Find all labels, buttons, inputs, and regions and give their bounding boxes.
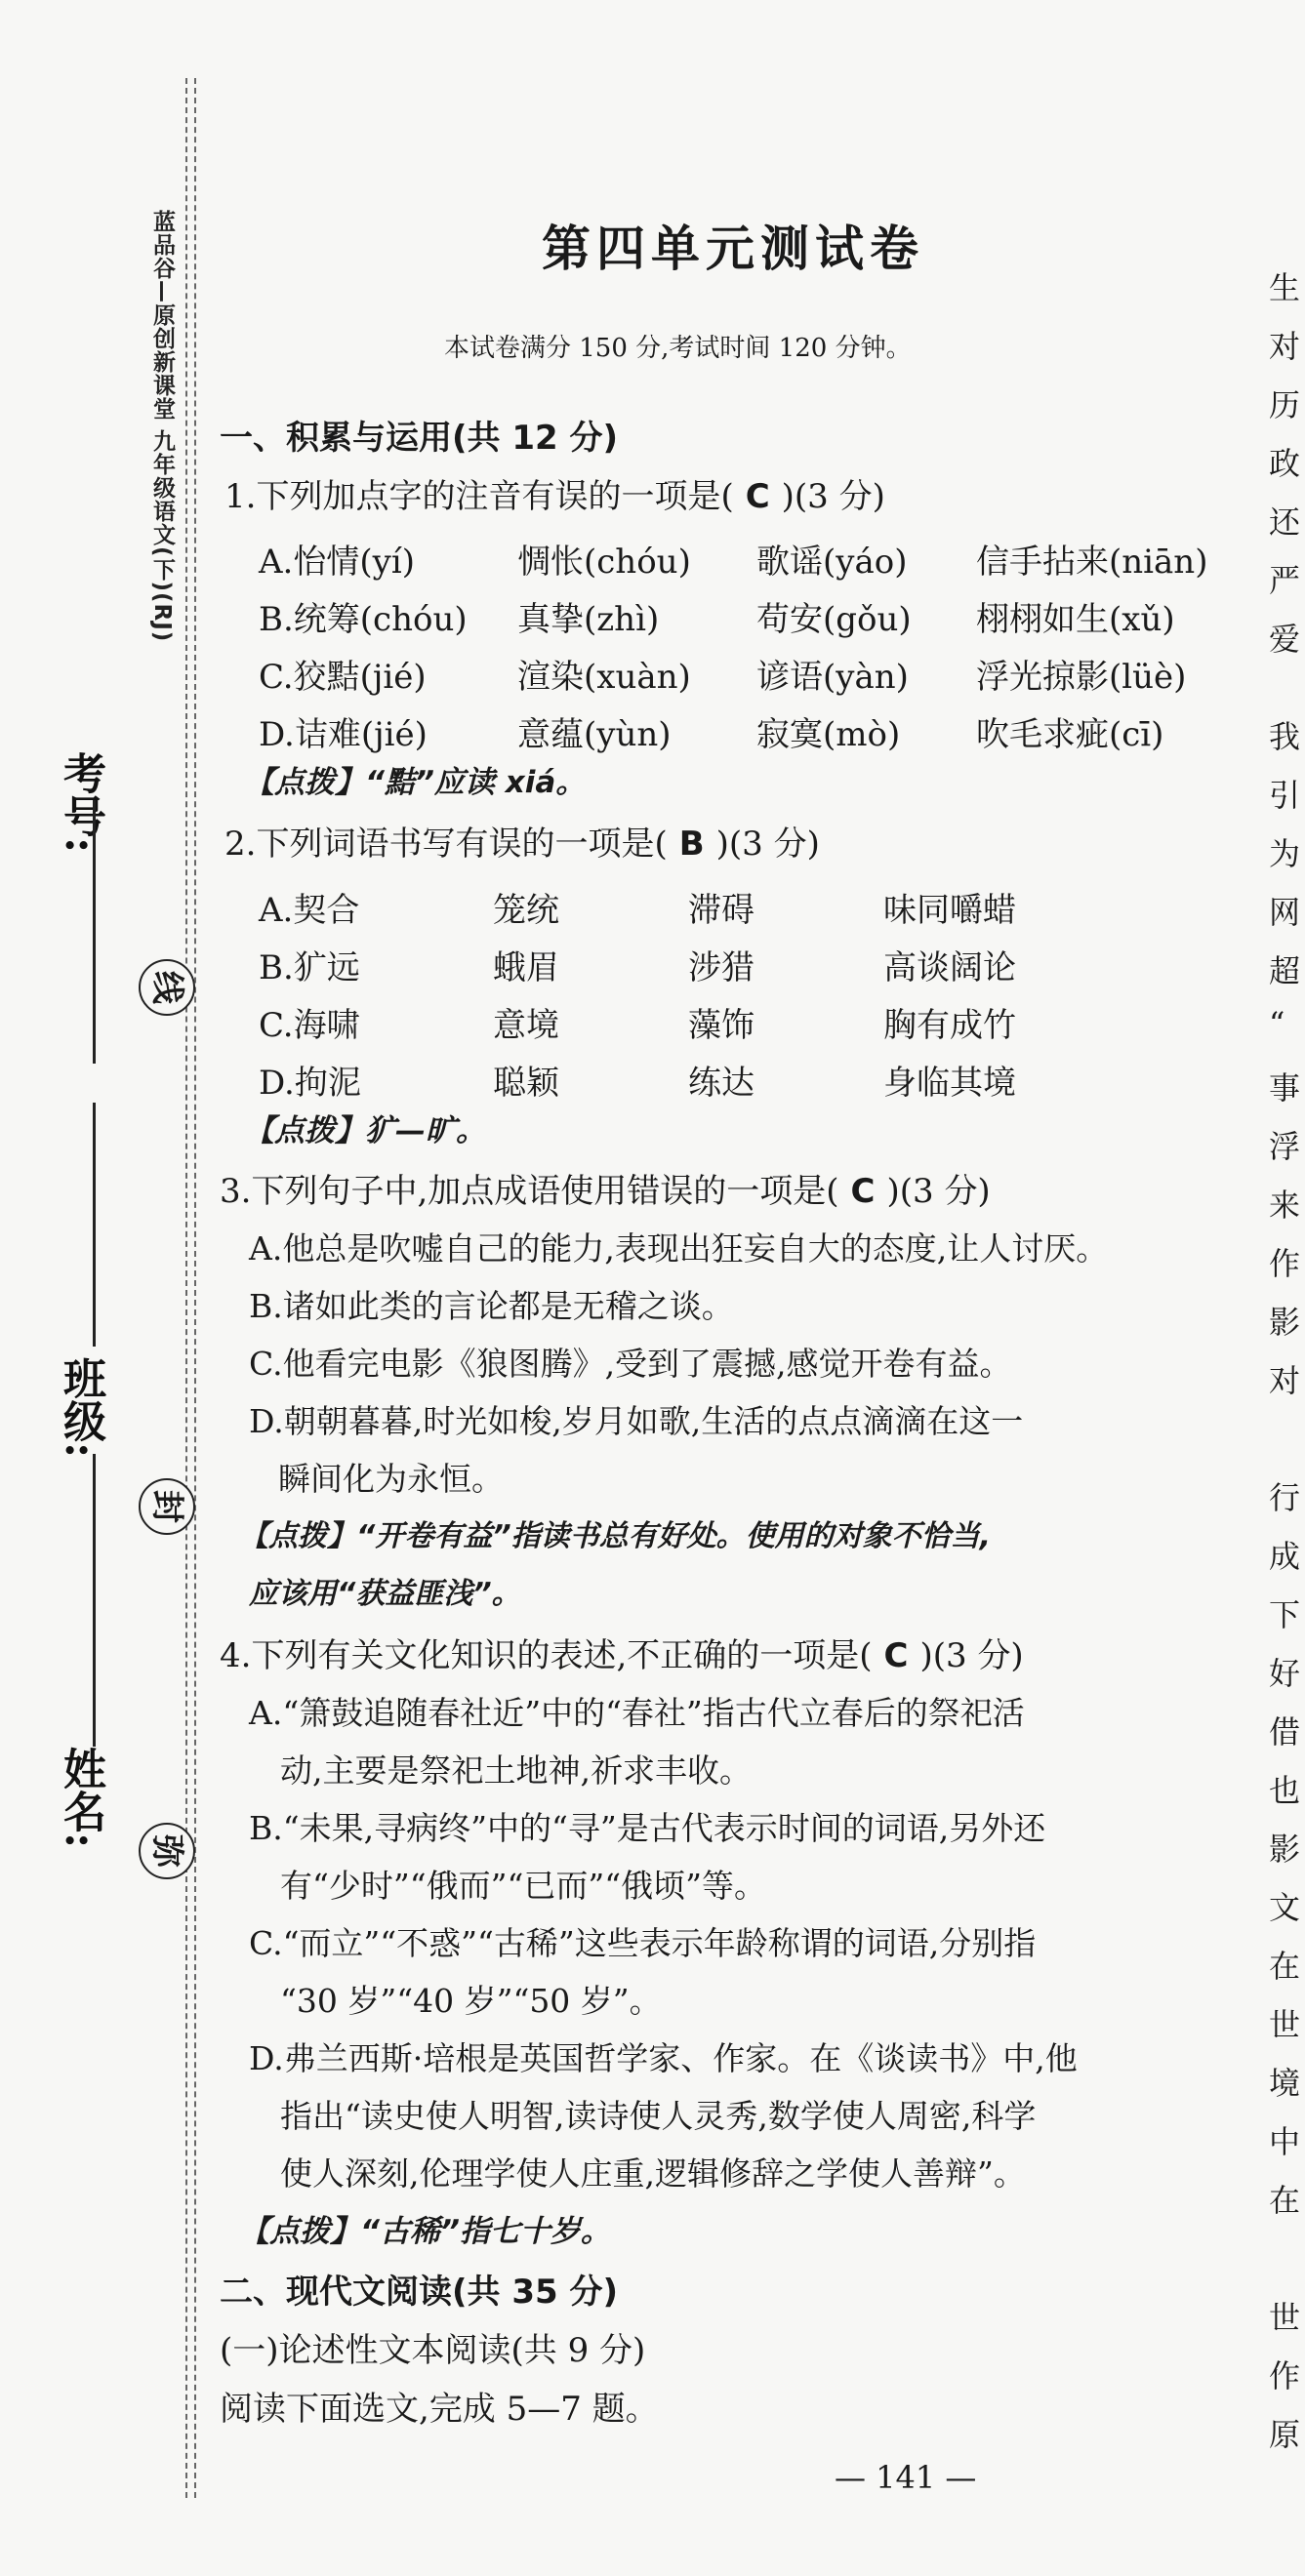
answer: C [883, 1636, 909, 1675]
edge-char: 文 [1269, 1889, 1301, 1926]
cut-line [185, 78, 187, 2498]
edge-char: 借 [1269, 1713, 1301, 1751]
class-line [93, 1103, 96, 1347]
option: 渲染(xuàn) [517, 658, 691, 697]
edge-char: 影 [1269, 1304, 1301, 1341]
option: 聪颖 [493, 1064, 559, 1103]
edge-char: 对 [1269, 1362, 1301, 1399]
edge-char: 下 [1269, 1596, 1301, 1633]
edge-char: 浮 [1269, 1128, 1301, 1165]
section-1-heading: 一、积累与运用(共 12 分) [220, 419, 619, 458]
option: 寂寞(mò) [756, 715, 901, 754]
question-2-stem: 2.下列词语书写有误的一项是( B )(3 分) [224, 825, 820, 864]
edge-char: 超 [1269, 952, 1301, 989]
edge-char: 网 [1269, 894, 1301, 931]
page-number: — 141 — [835, 2459, 977, 2496]
edge-char: 来 [1269, 1187, 1301, 1224]
option-continued: 指出“读史使人明智,读诗使人灵秀,数学使人周密,科学 [280, 2097, 1037, 2135]
option: 练达 [688, 1064, 754, 1103]
option: 胸有成竹 [883, 1006, 1016, 1045]
option-continued: 瞬间化为永恒。 [278, 1460, 504, 1498]
seal-mark-xian: 线 [139, 959, 195, 1016]
option: 身临其境 [883, 1064, 1016, 1103]
option: D.朝朝暮暮,时光如梭,岁月如歌,生活的点点滴滴在这一 [249, 1402, 1024, 1440]
option: 味同嚼蜡 [883, 891, 1016, 930]
option: 藻饰 [688, 1006, 754, 1045]
hint: 【点拨】犷—旷。 [244, 1113, 486, 1148]
series-header: 蓝品谷—原创新课堂 九年级语文(下)(RJ) [149, 210, 175, 643]
option: 浮光掠影(lüè) [976, 658, 1187, 697]
option: 苟安(gǒu) [756, 600, 912, 639]
option: 吹毛求疵(cī) [976, 715, 1164, 754]
answer: C [745, 477, 770, 516]
option: 滞碍 [688, 891, 754, 930]
class-label: 班级: [56, 1356, 105, 1459]
option: A.他总是吹嘘自己的能力,表现出狂妄自大的态度,让人讨厌。 [249, 1229, 1109, 1268]
hint: 【点拨】“开卷有益”指读书总有好处。使用的对象不恰当, [239, 1519, 992, 1553]
edge-char: 作 [1269, 2357, 1301, 2395]
exam-number-line [93, 800, 96, 1064]
seal-mark-mi: 弥 [139, 1823, 195, 1879]
edge-char: 我 [1269, 718, 1301, 755]
option: 高谈阔论 [883, 948, 1016, 987]
option: 意境 [493, 1006, 559, 1045]
name-line [93, 1454, 96, 1747]
edge-char: 作 [1269, 1245, 1301, 1282]
edge-char: 世 [1269, 2006, 1301, 2043]
section-2-heading: 二、现代文阅读(共 35 分) [220, 2273, 619, 2312]
edge-char: 也 [1269, 1772, 1301, 1809]
option: 惆怅(chóu) [517, 543, 691, 582]
answer: B [678, 825, 705, 864]
edge-char: 政 [1269, 445, 1301, 482]
edge-char: 好 [1269, 1655, 1301, 1692]
option: A.“箫鼓追随春社近”中的“春社”指古代立春后的祭祀活 [249, 1694, 1025, 1732]
option: A.契合 [259, 891, 360, 930]
edge-char: 原 [1269, 2416, 1301, 2453]
option: 涉猎 [688, 948, 754, 987]
edge-char: 中 [1269, 2123, 1301, 2160]
subsection-heading: (一)论述性文本阅读(共 9 分) [220, 2331, 646, 2370]
option: 笼统 [493, 891, 559, 930]
hint-continued: 应该用“获益匪浅”。 [249, 1577, 521, 1611]
edge-char: 为 [1269, 835, 1301, 872]
edge-char: 境 [1269, 2065, 1301, 2102]
binding-margin [0, 0, 200, 2576]
edge-char: 影 [1269, 1831, 1301, 1868]
hint: 【点拨】“古稀”指七十岁。 [239, 2214, 611, 2249]
option: C.狡黠(jié) [259, 658, 427, 697]
hint: 【点拨】“黠”应读 xiá。 [244, 765, 587, 800]
option: C.海啸 [259, 1006, 360, 1045]
name-label: 姓名: [56, 1747, 105, 1849]
option: D.弗兰西斯·培根是英国哲学家、作家。在《谈读书》中,他 [249, 2039, 1078, 2077]
option: B.犷远 [259, 948, 360, 987]
option: C.他看完电影《狼图腾》,受到了震撼,感觉开卷有益。 [249, 1345, 1012, 1383]
option-continued: 有“少时”“俄而”“已而”“俄顷”等。 [280, 1867, 766, 1905]
option: 意蕴(yùn) [517, 715, 672, 754]
edge-char: “ [1269, 1005, 1285, 1042]
page-title: 第四单元测试卷 [542, 221, 924, 277]
option: C.“而立”“不惑”“古稀”这些表示年龄称谓的词语,分别指 [249, 1924, 1037, 1962]
option: 栩栩如生(xǔ) [976, 600, 1175, 639]
option: 真挚(zhì) [517, 600, 660, 639]
edge-char: 爱 [1269, 621, 1301, 658]
option-continued: “30 岁”“40 岁”“50 岁”。 [280, 1982, 662, 2020]
edge-char: 行 [1269, 1479, 1301, 1516]
option: D.诘难(jié) [259, 715, 428, 754]
option: A.怡情(yí) [259, 543, 415, 582]
option: B.统筹(chóu) [259, 600, 468, 639]
edge-char: 在 [1269, 1948, 1301, 1985]
edge-char: 生 [1269, 269, 1301, 306]
edge-char: 在 [1269, 2182, 1301, 2219]
edge-char: 成 [1269, 1538, 1301, 1575]
exam-number-label: 考号: [56, 751, 105, 854]
question-1-stem: 1.下列加点字的注音有误的一项是( C )(3 分) [224, 477, 885, 516]
option: B.“未果,寻病终”中的“寻”是古代表示时间的词语,另外还 [249, 1809, 1046, 1847]
cut-line [194, 78, 196, 2498]
edge-char: 严 [1269, 562, 1301, 599]
option: 歌谣(yáo) [756, 543, 908, 582]
edge-char: 还 [1269, 503, 1301, 541]
option-continued: 使人深刻,伦理学使人庄重,逻辑修辞之学使人善辩”。 [280, 2154, 1026, 2193]
page-subtitle: 本试卷满分 150 分,考试时间 120 分钟。 [444, 334, 912, 363]
edge-char: 对 [1269, 328, 1301, 365]
option: B.诸如此类的言论都是无稽之谈。 [249, 1287, 734, 1325]
question-3-stem: 3.下列句子中,加点成语使用错误的一项是( C )(3 分) [220, 1172, 991, 1211]
option-continued: 动,主要是祭祀土地神,祈求丰收。 [280, 1751, 752, 1790]
option: 谚语(yàn) [756, 658, 909, 697]
edge-char: 事 [1269, 1069, 1301, 1107]
answer: C [850, 1172, 876, 1211]
edge-char: 历 [1269, 386, 1301, 423]
edge-char: 世 [1269, 2299, 1301, 2336]
seal-mark-feng: 封 [139, 1478, 195, 1535]
question-4-stem: 4.下列有关文化知识的表述,不正确的一项是( C )(3 分) [220, 1636, 1024, 1675]
edge-char: 引 [1269, 777, 1301, 814]
option: 信手拈来(niān) [976, 543, 1208, 582]
reading-instruction: 阅读下面选文,完成 5—7 题。 [220, 2390, 659, 2429]
option: 蛾眉 [493, 948, 559, 987]
option: D.拘泥 [259, 1064, 361, 1103]
